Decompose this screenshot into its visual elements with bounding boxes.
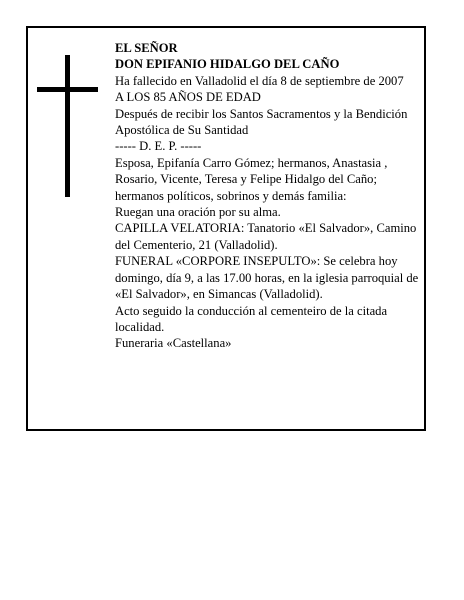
burial-info: Acto seguido la conducción al cementeiro de la citada localidad.: [115, 303, 388, 334]
death-announcement: Ha fallecido en Valladolid el día 8 de septiembre de 2007: [115, 73, 404, 88]
deceased-title: EL SEÑOR: [115, 41, 178, 55]
chapel-info: CAPILLA VELATORIA: Tanatorio «El Salvador», Camino del Cementerio, 21 (Valladolid).: [115, 221, 417, 252]
rip-line: ----- D. E. P. -----: [115, 139, 202, 154]
prayer-request: Ruegan una oración por su alma.: [115, 205, 281, 220]
family-list: Esposa, Epifanía Carro Gómez; hermanos, Anastasia , Rosario, Vicente, Teresa y Felipe Hidalgo del Caño; hermanos políticos, sobrinos y demás familia:: [115, 155, 388, 203]
funeral-info: FUNERAL «CORPORE INSEPULTO»: Se celebra hoy domingo, día 9, a las 17.00 horas, en la iglesia parroquial de «El Salvador», en Simancas (Valladolid).: [115, 254, 419, 302]
deceased-name: DON EPIFANIO HIDALGO DEL CAÑO: [115, 57, 340, 72]
age-line: A LOS 85 AÑOS DE EDAD: [115, 90, 261, 105]
cross-vertical-bar: [65, 55, 70, 197]
funeral-home: Funeraria «Castellana»: [115, 336, 232, 351]
cross-horizontal-bar: [37, 87, 98, 92]
obituary-notice: [26, 26, 426, 431]
obituary-text: [115, 40, 423, 352]
sacraments-line: Después de recibir los Santos Sacramentos y la Bendición Apostólica de Su Santidad: [115, 106, 408, 138]
